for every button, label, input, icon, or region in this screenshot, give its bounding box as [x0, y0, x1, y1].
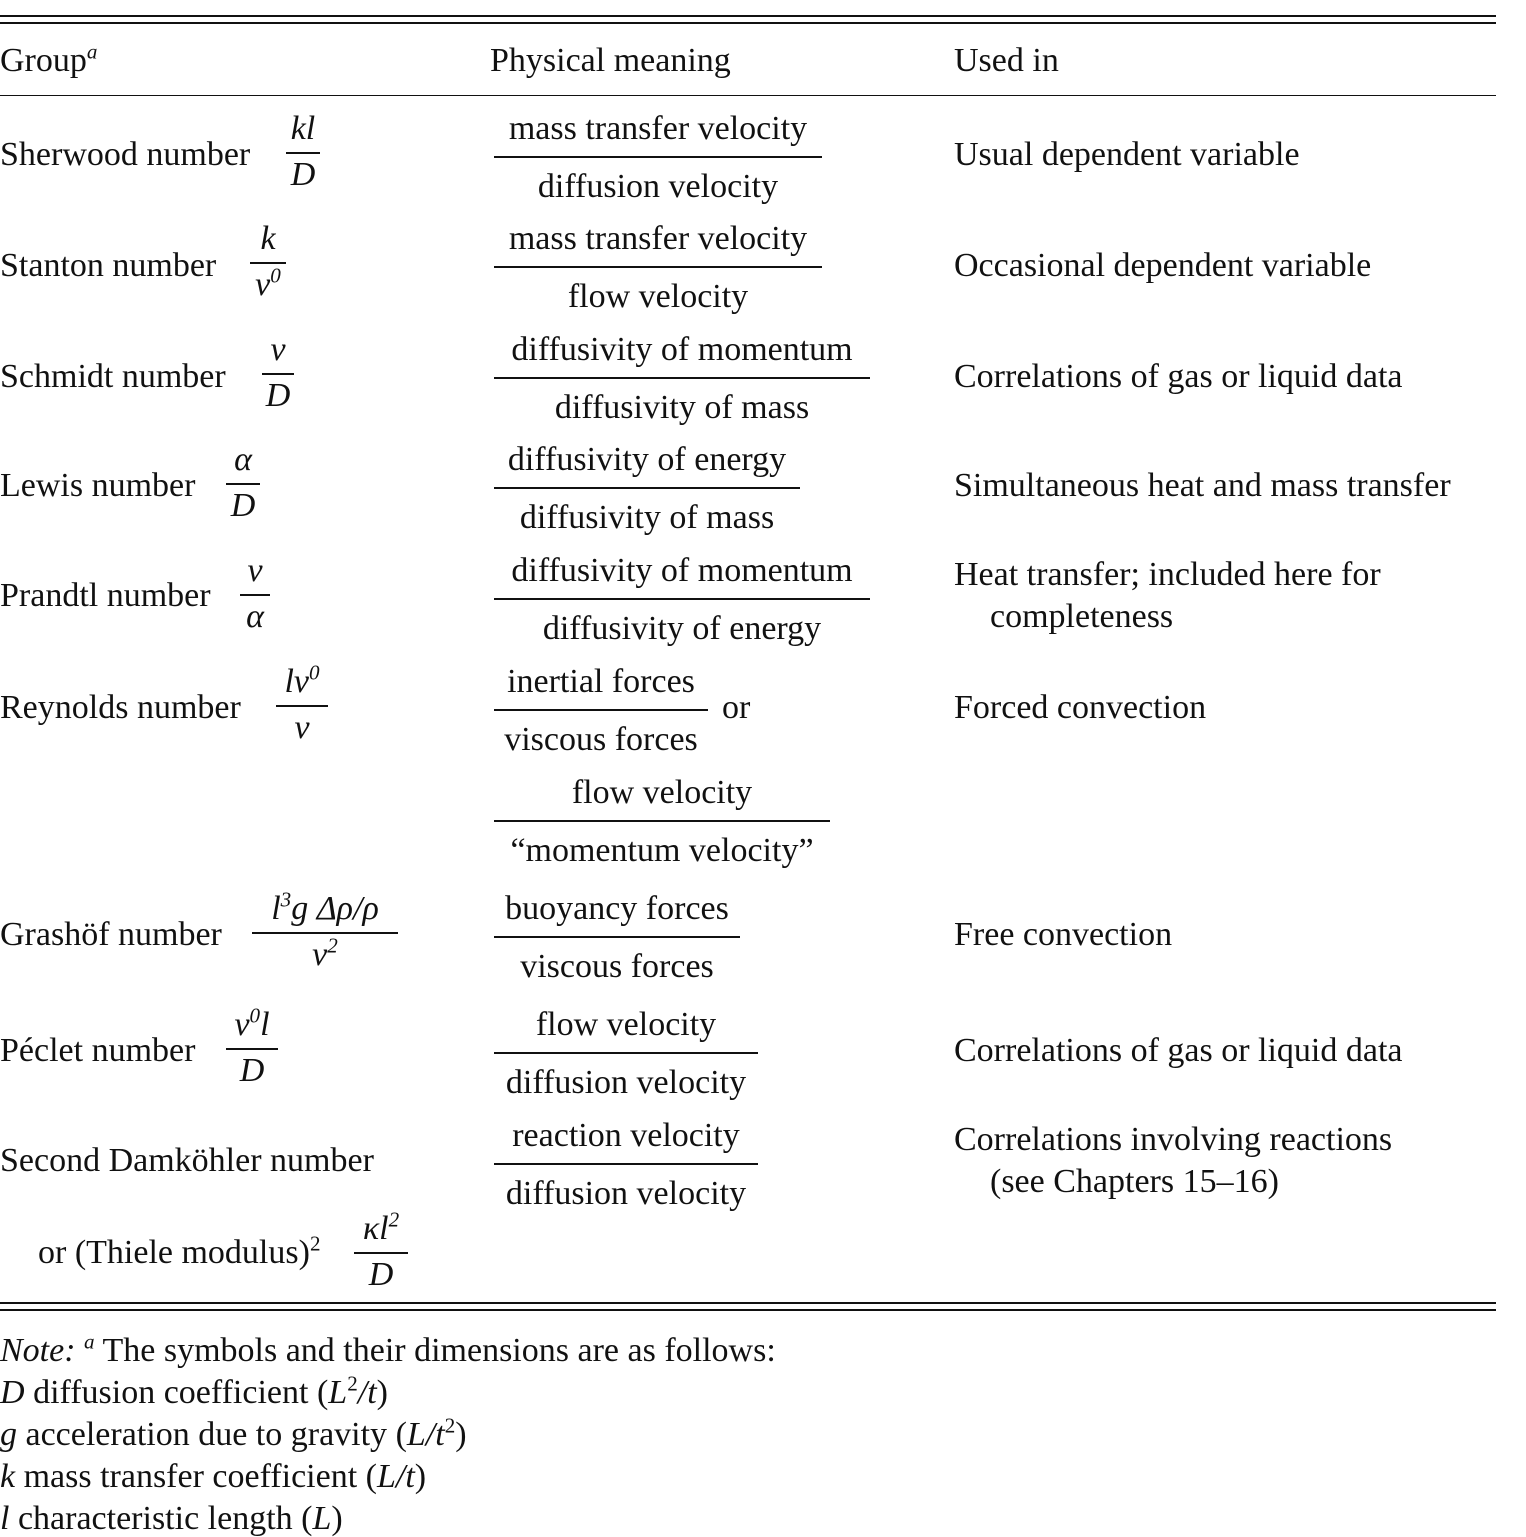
- group-symbol: $\frac{lv^0}{\nu}$: [276, 665, 328, 745]
- note-line: l characteristic length (L): [0, 1500, 343, 1537]
- bottom-rule-inner: [0, 1302, 1496, 1304]
- used-in: Forced convection: [954, 689, 1207, 726]
- group-symbol: $\frac{kl}{D}$: [286, 112, 320, 192]
- meaning-fraction: mass transfer velocity diffusion velocity: [494, 112, 822, 204]
- group-name: Schmidt number: [0, 358, 226, 395]
- note-line: g acceleration due to gravity $(L/t^2)$: [0, 1413, 467, 1453]
- note-line: k mass transfer coefficient (L/t): [0, 1458, 427, 1495]
- meaning-fraction: diffusivity of momentum diffusivity of energy: [494, 554, 870, 646]
- meaning-fraction: buoyancy forces viscous forces: [494, 892, 740, 984]
- group-name: Péclet number: [0, 1032, 196, 1069]
- used-in: Simultaneous heat and mass transfer: [954, 467, 1451, 504]
- used-in: Correlations involving reactions: [954, 1121, 1393, 1158]
- group-symbol: $\frac{v^0l}{D}$: [226, 1008, 278, 1088]
- header-group: Group$^a$: [0, 39, 98, 79]
- header-meaning: Physical meaning: [490, 42, 731, 79]
- group-name: Second Damköhler number: [0, 1142, 374, 1179]
- meaning-fraction: diffusivity of momentum diffusivity of mass: [494, 333, 870, 425]
- meaning-fraction-alt: flow velocity “momentum velocity”: [494, 776, 830, 868]
- group-name: Stanton number: [0, 247, 217, 284]
- meaning-fraction: mass transfer velocity flow velocity: [494, 222, 822, 314]
- footnote-marker: a: [84, 1329, 95, 1354]
- bottom-rule: [0, 1309, 1496, 1311]
- header-rule: [0, 95, 1496, 96]
- note-label: Note:: [0, 1332, 76, 1369]
- used-in-continued: (see Chapters 15–16): [990, 1163, 1279, 1200]
- group-name: Grashöf number: [0, 916, 222, 953]
- group-symbol: $\frac{\nu}{\alpha}$: [240, 554, 270, 634]
- used-in: Correlations of gas or liquid data: [954, 1032, 1403, 1069]
- group-symbol: $\frac{l^3g \Delta\rho/\rho}{\nu^2}$: [252, 892, 398, 972]
- group-name: Reynolds number: [0, 689, 241, 726]
- note-line: D diffusion coefficient $(L^2/t)$: [0, 1371, 388, 1411]
- meaning-fraction: flow velocity diffusion velocity: [494, 1008, 758, 1100]
- meaning-fraction: reaction velocity diffusion velocity: [494, 1119, 758, 1211]
- group-name: Lewis number: [0, 467, 196, 504]
- group-name: Prandtl number: [0, 577, 211, 614]
- used-in-continued: completeness: [990, 598, 1174, 635]
- group-symbol: $\frac{\alpha}{D}$: [226, 443, 260, 523]
- meaning-or: or: [722, 689, 751, 726]
- header-used: Used in: [954, 42, 1059, 79]
- meaning-fraction: inertial forces viscous forces: [494, 665, 708, 757]
- top-rule-inner: [0, 22, 1496, 24]
- top-rule: [0, 15, 1496, 17]
- meaning-fraction: diffusivity of energy diffusivity of mass: [494, 443, 800, 535]
- group-symbol: $\frac{\nu}{D}$: [262, 333, 294, 413]
- footnote-marker: a: [86, 39, 98, 64]
- group-symbol: $\frac{\kappa l^2}{D}$: [354, 1212, 408, 1292]
- used-in: Occasional dependent variable: [954, 247, 1372, 284]
- group-name-alt: or (Thiele modulus)$^2$: [38, 1231, 321, 1271]
- group-name: Sherwood number: [0, 136, 251, 173]
- used-in: Free convection: [954, 916, 1173, 953]
- group-symbol: $\frac{k}{v^0}$: [250, 222, 286, 302]
- used-in: Heat transfer; included here for: [954, 556, 1381, 593]
- table-note: Note: $^a$ The symbols and their dimensions are as follows:: [0, 1329, 776, 1369]
- used-in: Correlations of gas or liquid data: [954, 358, 1403, 395]
- used-in: Usual dependent variable: [954, 136, 1300, 173]
